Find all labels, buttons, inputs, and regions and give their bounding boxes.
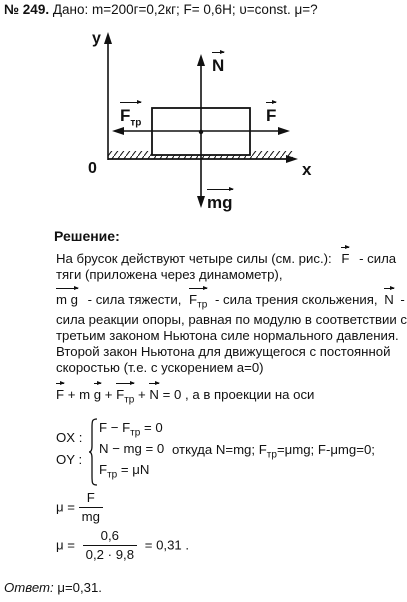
vector-equation: F + m $g + F_{тр} + N = 0$ , а в проекции на оси	[56, 387, 314, 409]
solution-line-7: скоростью (т.е. с ускорением a=0)	[56, 360, 264, 375]
normal-force-label: N	[212, 56, 225, 75]
ox-label: OX :	[56, 430, 83, 445]
solution-line-3: m g - сила тяжести, $F_{тр}$ - сила трения скольжения, N -	[56, 292, 405, 314]
solution-line-6: Второй закон Ньютона для движущегося с постоянной	[56, 344, 391, 359]
system-brace	[88, 418, 98, 486]
y-axis-label: y	[92, 30, 101, 47]
force-diagram	[0, 20, 404, 245]
gravity-arrowhead	[197, 196, 205, 208]
solution-line-5: третьим законом Ньютона силе нормального давления.	[56, 328, 399, 343]
oy-label: OY :	[56, 452, 83, 467]
solution-line-2: тяги (приложена через динамометр),	[56, 267, 283, 282]
force-arrowhead	[278, 127, 290, 135]
system-eq-3: $F_{тр} = \mu N$	[99, 462, 150, 481]
whence-line: откуда N=mg; $F_{тр}=\mu mg$; F-μmg=0;	[172, 442, 375, 461]
answer-line: Ответ: μ=0,31.	[4, 580, 102, 595]
x-axis-label: x	[302, 160, 312, 179]
gravity-label: mg	[207, 193, 233, 212]
mu-calculation: μ = $\frac{0,6}{0,2 \cdot 9,8}$ = 0,31 .	[56, 528, 190, 562]
solution-line-1: На брусок действуют четыре силы (см. рис.): F - сила	[56, 251, 397, 266]
friction-label: $F_{тр}$	[120, 106, 142, 129]
y-axis-arrow	[104, 32, 112, 44]
system-eq-2: N − mg = 0	[99, 441, 165, 456]
problem-number: № 249.	[4, 2, 50, 17]
given-data: Дано: m=200г=0,2кг; F= 0,6Н; υ=const. μ=?	[52, 2, 318, 17]
mu-formula: μ = $\frac{F}{mg}$	[56, 490, 103, 525]
solution-line-4: сила реакции опоры, равная по модулю в соответствии с	[56, 312, 407, 327]
solution-heading: Решение:	[54, 228, 120, 244]
force-label: F	[266, 106, 277, 125]
system-eq-1: $F - F_{тр} = 0$	[99, 420, 163, 439]
normal-force-arrowhead	[197, 54, 205, 66]
origin-label: 0	[88, 160, 97, 177]
problem-header	[4, 2, 318, 18]
